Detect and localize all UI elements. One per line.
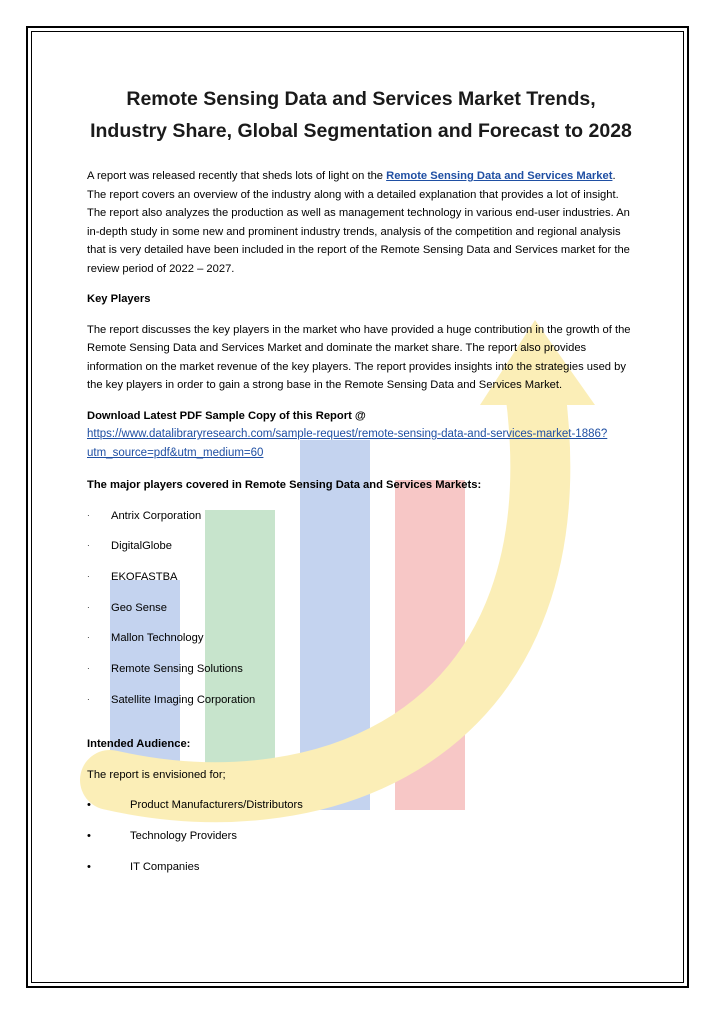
document-body [87,84,635,888]
intro-text-start: A report was released recently that sheds lots of light on the [87,170,387,182]
bullet-icon: · [87,633,90,643]
intro-paragraph [87,167,635,278]
list-item: • Product Manufacturers/Distributors [87,796,635,827]
market-report-link[interactable]: Remote Sensing Data and Services Market [386,170,613,182]
bullet-icon: · [87,510,90,520]
list-item: · Antrix Corporation [87,507,635,538]
download-section [87,407,635,463]
bullet-icon: • [87,860,91,873]
download-sample-link[interactable]: https://www.datalibraryresearch.com/sample-request/remote-sensing-data-and-services-market-1886?utm_source=pdf&utm_medium=60 [87,428,608,459]
bullet-icon: · [87,694,90,704]
bullet-icon: · [87,541,90,551]
intro-text-end: . The report covers an overview of the industry along with a detailed explanation that provides a lot of insight. The report also analyzes the production as well as management technology in various end-user industries. An in-depth study in some new and prominent industry trends, analysis of the competition and regional analysis that is very detailed have been included in the report of the Remote Sensing Data and Services market for the review period of 2022 – 2027. [87,170,630,275]
players-list [87,507,635,722]
document-title: Remote Sensing Data and Services Market Trends, Industry Share, Global Segmentation and Forecast to 2028 [90,88,632,142]
bullet-icon: · [87,602,90,612]
list-item: · Satellite Imaging Corporation [87,691,635,722]
bullet-icon: · [87,571,90,581]
list-item: • IT Companies [87,858,635,889]
list-item: • Technology Providers [87,827,635,858]
download-heading: Download Latest PDF Sample Copy of this Report @ [87,409,366,422]
audience-intro: The report is envisioned for; [87,768,226,781]
list-item: · EKOFASTBA [87,568,635,599]
list-item: · Mallon Technology [87,629,635,660]
key-players-heading: Key Players [87,293,151,305]
bullet-icon: • [87,830,91,842]
list-item: · DigitalGlobe [87,537,635,568]
list-item: · Geo Sense [87,599,635,630]
players-heading: The major players covered in Remote Sensing Data and Services Markets: [87,479,482,491]
bullet-icon: · [87,663,90,673]
audience-heading: Intended Audience: [87,738,191,751]
list-item: · Remote Sensing Solutions [87,660,635,691]
bullet-icon: • [87,799,91,812]
key-players-paragraph: The report discusses the key players in the market who have provided a huge contribution in the growth of the Remote Sensing Data and Services Market and dominate the market share. The report also provides information on the market revenue of the key players. The report provides insights into the strategies used by the key players in order to gain a strong base in the Remote Sensing Data and Services Market. [87,323,631,391]
audience-list [87,796,635,888]
